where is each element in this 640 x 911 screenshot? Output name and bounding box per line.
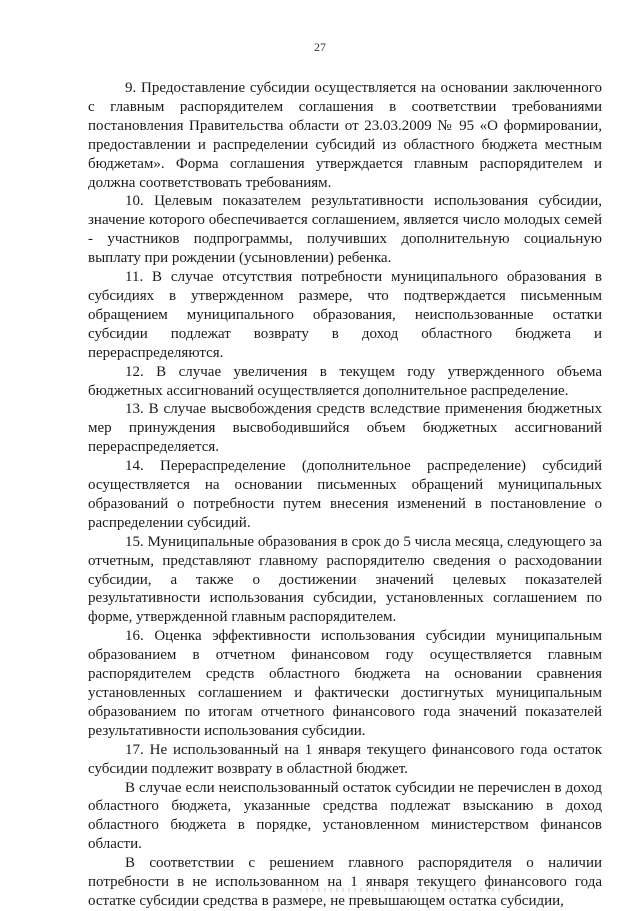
page-number: 27: [314, 40, 326, 54]
paragraph-17-unremitted-balance: В случае если неиспользованный остаток субсидии не перечислен в доход областного бюджета, указанные средства подлежат взысканию в доход областного бюджета в порядке, установленном министерством финансов области.: [88, 779, 602, 853]
paragraph-15: 15. Муниципальные образования в срок до 5 числа месяца, следующего за отчетным, представляют главному распорядителю сведения о расходовании субсидии, а также о достижении значений целевых показателей результативности использования субсидии, установленных соглашением по форме, утвержденной главным распорядителем.: [88, 533, 602, 626]
paragraph-10: 10. Целевым показателем результативности использования субсидии, значение которого обеспечивается соглашением, является число молодых семей - участников подпрограммы, получивших дополнительную социальную выплату при рождении (усыновлении) ребенка.: [88, 193, 602, 267]
paragraph-9: 9. Предоставление субсидии осуществляется на основании заключенного с главным распорядителем соглашения в соответствии требованиями постановления Правительства области от 23.03.2009 № 95 «О формировании, предоставлении и распределении субсидий из областного бюджета местным бюджетам». Форма соглашения утверждается главным распорядителем и должна соответствовать требованиям.: [88, 80, 602, 191]
paragraph-17: 17. Не использованный на 1 января текущего финансового года остаток субсидии подлежит возврату в областной бюджет.: [88, 741, 602, 777]
paragraph-12: 12. В случае увеличения в текущем году утвержденного объема бюджетных ассигнований осуществляется дополнительное распределение.: [88, 363, 602, 399]
scan-artifact: [300, 888, 500, 892]
paragraph-16: 16. Оценка эффективности использования субсидии муниципальным образованием в отчетном финансовом году осуществляется главным распорядителем средств областного бюджета на основании сравнения установленных соглашением и фактически достигнутых муниципальным образованием по итогам отчетного финансового года значений показателей результативности использования субсидии.: [88, 628, 602, 739]
document-body: [88, 79, 602, 911]
paragraph-17-distributor-decision: В соответствии с решением главного распорядителя о наличии потребности в не использованном на 1 января текущего финансового года остатке субсидии средства в размере, не превышающем остатка субсидии,: [88, 855, 602, 909]
paragraph-13: 13. В случае высвобождения средств вследствие применения бюджетных мер принуждения высвободившийся объем бюджетных ассигнований перераспределяется.: [88, 401, 602, 456]
paragraph-11: 11. В случае отсутствия потребности муниципального образования в субсидиях в утвержденном размере, что подтверждается письменным обращением муниципального образования, неиспользованные остатки субсидии подлежат возврату в доход областного бюджета и перераспределяются.: [88, 269, 602, 361]
paragraph-14: 14. Перераспределение (дополнительное распределение) субсидий осуществляется на основании письменных обращений муниципальных образований о потребности путем внесения изменений в постановление о распределении субсидий.: [88, 458, 602, 531]
